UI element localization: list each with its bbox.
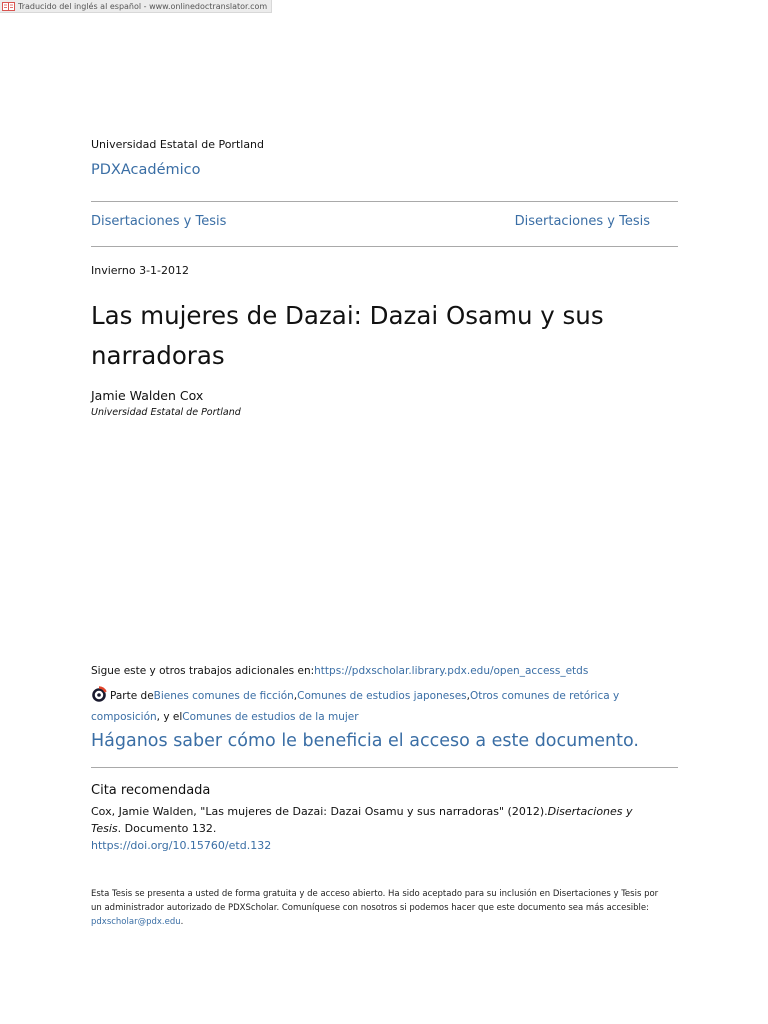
header-divider — [91, 246, 678, 247]
document-translator-icon — [2, 2, 15, 11]
publication-date: Invierno 3-1-2012 — [91, 264, 190, 277]
citation-text: Cox, Jamie Walden, "Las mujeres de Dazai: Dazai Osamu y sus narradoras" (2012). — [91, 805, 548, 818]
citation-divider — [91, 767, 678, 768]
access-notice — [91, 887, 671, 929]
japanese-studies-commons-link[interactable]: Comunes de estudios japoneses — [297, 690, 467, 702]
access-notice-text: Esta Tesis se presenta a usted de forma gratuita y de acceso abierto. Ha sido aceptado para su inclusión en Disertaciones y Tesis por un administrador autorizado de PDXScholar. Comuníquese con nosotros si podemos hacer que este documento sea más accesible: — [91, 889, 659, 913]
part-of-prefix: Parte de — [110, 690, 154, 702]
fiction-commons-link[interactable]: Bienes comunes de ficción — [153, 690, 294, 702]
citation-heading: Cita recomendada — [91, 783, 211, 798]
doi-link[interactable]: https://doi.org/10.15760/etd.132 — [91, 839, 272, 852]
commons-and-text: , y el — [156, 711, 183, 723]
part-of-line — [91, 686, 631, 728]
womens-studies-commons-link[interactable]: Comunes de estudios de la mujer — [182, 711, 359, 723]
commons-separator: , — [466, 690, 470, 702]
follow-url-link[interactable]: https://pdxscholar.library.pdx.edu/open_access_etds — [314, 665, 589, 677]
citation-body — [91, 803, 651, 854]
benefit-feedback-link[interactable]: Háganos saber cómo le beneficia el acceso a este documento. — [91, 731, 639, 751]
document-title: Las mujeres de Dazai: Dazai Osamu y sus narradoras — [91, 301, 604, 370]
citation-series: Disertaciones y Tesis — [91, 805, 633, 835]
translation-banner-text[interactable]: Traducido del inglés al español - www.onlinedoctranslator.com — [18, 1, 268, 11]
top-divider — [91, 201, 678, 202]
contact-email-link[interactable]: pdxscholar@pdx.edu — [91, 917, 181, 927]
author-name: Jamie Walden Cox — [91, 388, 204, 403]
follow-line — [91, 665, 588, 677]
citation-document-number: . Documento 132. — [117, 822, 217, 835]
repository-link[interactable]: PDXAcadémico — [91, 162, 201, 178]
author-affiliation: Universidad Estatal de Portland — [91, 407, 241, 418]
series-link-left[interactable]: Disertaciones y Tesis — [91, 214, 227, 229]
rhetoric-composition-commons-link[interactable]: Otros comunes de retórica y composición — [91, 690, 620, 723]
series-link-right[interactable]: Disertaciones y Tesis — [514, 214, 650, 229]
network-commons-icon — [91, 686, 107, 702]
translation-banner — [0, 0, 272, 13]
follow-prefix: Sigue este y otros trabajos adicionales en: — [91, 665, 315, 677]
commons-separator: , — [293, 690, 298, 702]
institution-name: Universidad Estatal de Portland — [91, 138, 265, 151]
email-suffix: . — [180, 917, 184, 927]
